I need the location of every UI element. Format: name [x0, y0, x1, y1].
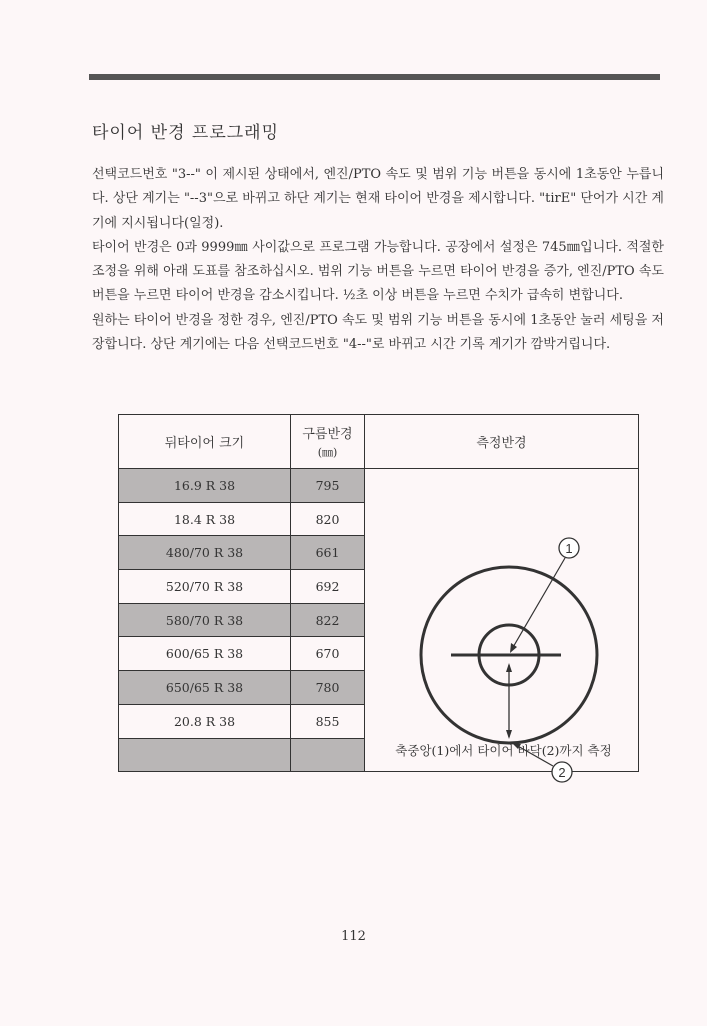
top-rule	[89, 74, 660, 80]
page-number: 112	[341, 929, 366, 944]
paragraph-3: 원하는 타이어 반경을 정한 경우, 엔진/PTO 속도 및 범위 기능 버튼을 동시에 1초동안 눌러 세팅을 저장합니다. 상단 계기에는 다음 선택코드번호 "4--"로 바뀌고 시간 기록 계기가 깜박거립니다.	[92, 312, 664, 353]
rolling-radius-cell: 780	[291, 671, 365, 705]
measurement-diagram-cell	[365, 469, 639, 780]
tire-size-cell: 600/65 R 38	[119, 637, 291, 671]
rolling-radius-cell	[291, 738, 365, 772]
header-tire-size: 뒤타이어 크기	[119, 415, 291, 469]
tire-measurement-diagram	[365, 469, 638, 780]
tire-size-cell	[119, 738, 291, 772]
rolling-radius-cell: 670	[291, 637, 365, 671]
radius-arrowhead-top	[506, 663, 512, 672]
tire-size-cell: 480/70 R 38	[119, 536, 291, 570]
diagram-caption: 축중앙(1)에서 타이어 바닥(2)까지 측정	[395, 743, 612, 758]
paragraph-1: 선택코드번호 "3--" 이 제시된 상태에서, 엔진/PTO 속도 및 범위 기능 버튼을 동시에 1초동안 누릅니다. 상단 계기는 "--3"으로 바뀌고 하단 계기는 현재 타이어 반경을 제시합니다. "tirE" 단어가 시간 계기에 지시됩니다(일정).	[92, 167, 664, 231]
callout-1-arrowhead	[510, 643, 517, 653]
tire-size-cell: 580/70 R 38	[119, 603, 291, 637]
header-rolling-radius	[291, 415, 365, 469]
section-title: 타이어 반경 프로그래밍	[92, 123, 280, 143]
header-rolling-radius-label: 구름반경	[302, 427, 353, 442]
paragraph-2: 타이어 반경은 0과 9999㎜ 사이값으로 프로그램 가능합니다. 공장에서 설정은 745㎜입니다. 적절한 조정을 위해 아래 도표를 참조하십시오. 범위 기능 버튼을 누르면 타이어 반경을 증가, 엔진/PTO 속도 버튼을 누르면 타이어 반경을 감소시킵니다. ½초 이상 버튼을 누르면 수치가 급속히 변합니다.	[92, 239, 664, 304]
rolling-radius-cell: 661	[291, 536, 365, 570]
tire-size-cell: 16.9 R 38	[119, 469, 291, 503]
callout-1-label: 1	[565, 541, 573, 556]
header-measured-radius: 측정반경	[365, 415, 639, 469]
table-row	[119, 469, 639, 503]
rolling-radius-cell: 822	[291, 603, 365, 637]
callout-2-label: 2	[558, 765, 566, 780]
tire-size-cell: 20.8 R 38	[119, 704, 291, 738]
tire-radius-table	[118, 414, 639, 780]
rolling-radius-cell: 795	[291, 469, 365, 503]
rolling-radius-cell: 820	[291, 502, 365, 536]
body-text	[92, 163, 664, 357]
tire-size-cell: 650/65 R 38	[119, 671, 291, 705]
tire-size-cell: 18.4 R 38	[119, 502, 291, 536]
tire-size-cell: 520/70 R 38	[119, 570, 291, 604]
table-header-row	[119, 415, 639, 469]
radius-arrowhead-bottom	[506, 730, 512, 739]
rolling-radius-cell: 692	[291, 570, 365, 604]
header-rolling-radius-unit: (㎜)	[317, 446, 338, 459]
rolling-radius-cell: 855	[291, 704, 365, 738]
